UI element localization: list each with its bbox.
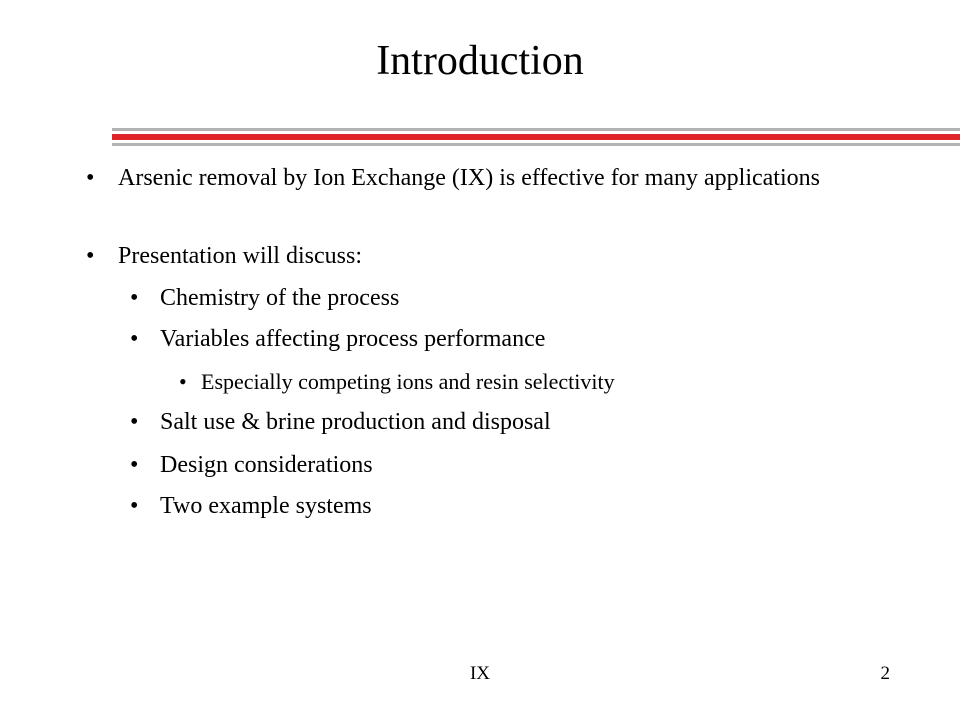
sub-bullet-item [130,282,860,314]
bullet-text: Variables affecting process performance [160,326,546,352]
sub-bullet-item [130,490,860,522]
bullet-glyph: • [86,243,95,269]
bullet-text: Arsenic removal by Ion Exchange (IX) is effective for many applications [118,165,820,191]
bullet-glyph: • [130,452,139,478]
sub-bullet-item [130,406,860,438]
bullet-item [86,162,858,194]
slide-title: Introduction [376,38,584,84]
bullet-item [86,240,858,272]
bullet-text: Presentation will discuss: [118,243,362,269]
title-rule-gray-top [112,128,960,131]
title-rule-red [112,134,960,140]
title-rule-gray-bottom [112,143,960,146]
sub-bullet-item [130,449,860,481]
bullet-glyph: • [130,285,139,311]
sub-sub-bullet-item [179,366,841,398]
bullet-glyph: • [130,326,139,352]
bullet-text: Design considerations [160,452,373,478]
bullet-glyph: • [130,493,139,519]
bullet-glyph: • [86,165,95,191]
bullet-text: Chemistry of the process [160,285,400,311]
bullet-text: Salt use & brine production and disposal [160,409,551,435]
footer-label: IX [469,663,491,684]
bullet-text: Especially competing ions and resin selectivity [201,369,615,394]
bullet-glyph: • [179,369,187,394]
slide-number: 2 [880,663,890,684]
bullet-glyph: • [130,409,139,435]
sub-bullet-item [130,323,860,355]
bullet-text: Two example systems [160,493,372,519]
